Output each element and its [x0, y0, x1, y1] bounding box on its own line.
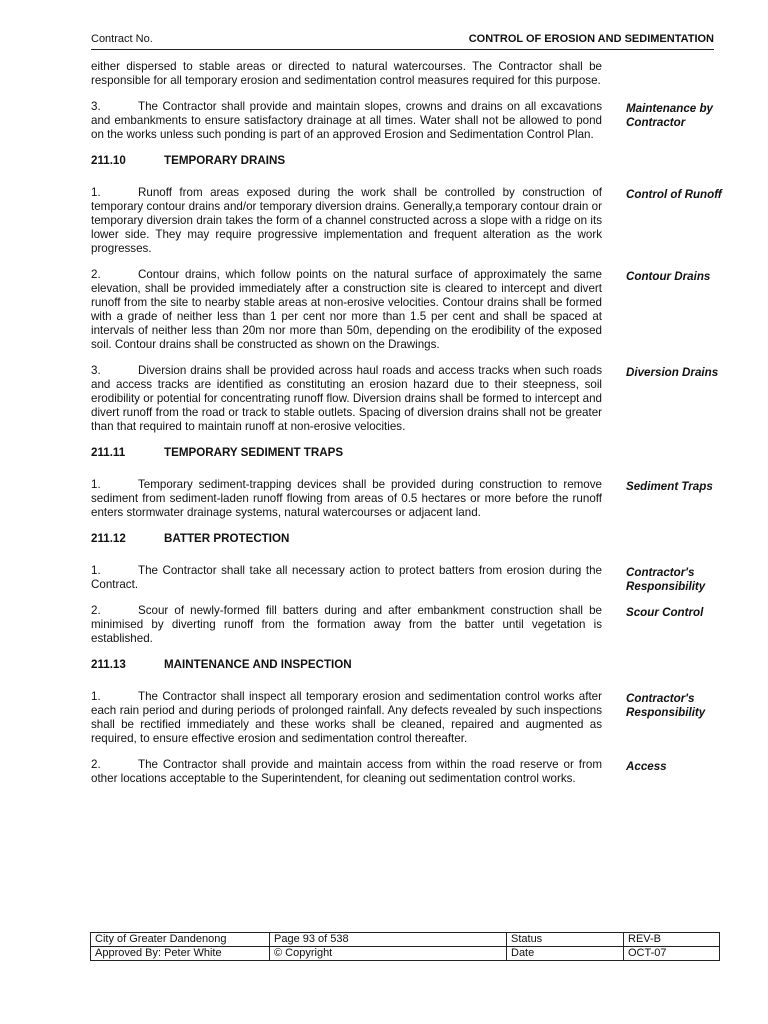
status-label-cell: Status — [507, 933, 624, 947]
margin-note: Sediment Traps — [626, 480, 713, 493]
section-title: MAINTENANCE AND INSPECTION — [164, 658, 352, 671]
clause-text-block — [91, 564, 602, 592]
clause-text-block — [91, 690, 602, 746]
margin-note: Scour Control — [626, 606, 704, 619]
margin-note: Control of Runoff — [626, 188, 722, 201]
page-number-cell: Page 93 of 538 — [270, 933, 507, 947]
section-number: 211.13 — [91, 658, 126, 671]
status-value-cell: REV-B — [624, 933, 720, 947]
margin-note: Contractor's Responsibility — [626, 566, 706, 593]
section-title: BATTER PROTECTION — [164, 532, 290, 545]
clause-text: Scour of newly-formed fill batters during and after embankment construction shall be minimised by diverting runoff from the formation away from the batter until vegetation is established. — [91, 604, 602, 645]
section-number: 211.12 — [91, 532, 126, 545]
footer-row — [91, 933, 720, 947]
margin-note: Maintenance by Contractor — [626, 102, 713, 129]
section-heading — [91, 532, 714, 546]
clause-text-block — [91, 268, 602, 352]
clause-text: Runoff from areas exposed during the work shall be controlled by construction of temporary contour drains and/or temporary diversion drains. Generally,a temporary contour drain or temporary diversion drain takes the form of a channel constructed across a slope with a ridge on its lower side. They may require progressive implementation and frequent alteration as the work progresses. — [91, 186, 602, 255]
clause-number: 3. — [91, 100, 101, 113]
clause-number: 2. — [91, 268, 101, 281]
clause-paragraph — [91, 478, 714, 520]
clause-number: 1. — [91, 690, 101, 703]
section-heading — [91, 154, 714, 168]
clause-text-block — [91, 186, 602, 256]
clause-text: The Contractor shall inspect all temporary erosion and sedimentation control works after each rain period and during periods of prolonged rainfall. Any defects revealed by such inspections shall be rectified immediately and these works shall be cleaned, repaired and augmented as required, to ensure effective erosion and sedimentation control thereafter. — [91, 690, 602, 745]
copyright-cell: © Copyright — [270, 947, 507, 961]
footer-row — [91, 947, 720, 961]
footer-table — [90, 932, 720, 961]
council-name-cell: City of Greater Dandenong — [91, 933, 270, 947]
clause-paragraph — [91, 268, 714, 352]
clause-text: either dispersed to stable areas or directed to natural watercourses. The Contractor shall be responsible for all temporary erosion and sedimentation control measures required for this purpose. — [91, 60, 602, 87]
clause-text: Contour drains, which follow points on the natural surface of approximately the same elevation, shall be provided immediately after a construction site is cleared to intercept and divert runoff from the site to nearby stable areas at non-erosive velocities. Contour drains shall be formed with a grade of neither less than 1 per cent nor more than 1.5 per cent and shall be spaced at intervals of neither less than 20m nor more than 50m, depending on the erodibility of the exposed soil. Contour drains shall be constructed as shown on the Drawings. — [91, 268, 602, 351]
clause-text: Diversion drains shall be provided across haul roads and access tracks when such roads and access tracks are identified as constituting an erosion hazard due to their steepness, soil erodibility or potential for concentrating runoff flow. Diversion drains shall be formed to intercept and divert runoff from the road or track to stable outlets. Spacing of diversion drains shall not be greater than that required to maintain runoff at non-erosive velocities. — [91, 364, 602, 433]
clause-paragraph — [91, 60, 714, 88]
clause-text: The Contractor shall provide and maintain access from within the road reserve or from other locations acceptable to the Superintendent, for cleaning out sedimentation control works. — [91, 758, 602, 785]
section-heading — [91, 446, 714, 460]
clause-text-block — [91, 758, 602, 786]
clause-number: 2. — [91, 604, 101, 617]
clause-text-block — [91, 60, 602, 88]
approved-by-cell: Approved By: Peter White — [91, 947, 270, 961]
margin-note: Contractor's Responsibility — [626, 692, 706, 719]
contract-no-label: Contract No. — [91, 33, 153, 45]
document-title: CONTROL OF EROSION AND SEDIMENTATION — [468, 33, 714, 45]
section-title: TEMPORARY SEDIMENT TRAPS — [164, 446, 344, 459]
section-number: 211.11 — [91, 446, 126, 459]
section-title: TEMPORARY DRAINS — [164, 154, 286, 167]
clause-text-block — [91, 364, 602, 434]
clause-paragraph — [91, 186, 722, 256]
clause-number: 3. — [91, 364, 101, 377]
clause-paragraph — [91, 690, 714, 746]
clause-text: The Contractor shall provide and maintain slopes, crowns and drains on all excavations and embankments to ensure satisfactory drainage at all times. Water shall not be allowed to pond on the works unless such ponding is part of an approved Erosion and Sedimentation Control Plan. — [91, 100, 602, 141]
clause-paragraph — [91, 604, 714, 646]
date-label-cell: Date — [507, 947, 624, 961]
clause-number: 1. — [91, 564, 101, 577]
margin-note: Diversion Drains — [626, 366, 719, 379]
clause-number: 1. — [91, 186, 101, 199]
margin-note: Access — [626, 760, 667, 773]
clause-number: 1. — [91, 478, 101, 491]
clause-paragraph — [91, 564, 714, 592]
document-body — [91, 60, 722, 798]
page-header — [91, 33, 714, 50]
clause-text-block — [91, 100, 602, 142]
date-value-cell: OCT-07 — [624, 947, 720, 961]
margin-note: Contour Drains — [626, 270, 711, 283]
clause-number: 2. — [91, 758, 101, 771]
clause-text: The Contractor shall take all necessary action to protect batters from erosion during the Contract. — [91, 564, 602, 591]
clause-paragraph — [91, 758, 714, 786]
clause-text-block — [91, 478, 602, 520]
clause-paragraph — [91, 364, 719, 434]
clause-text: Temporary sediment-trapping devices shall be provided during construction to remove sediment from sediment-laden runoff flowing from areas of 0.5 hectares or more before the runoff enters stormwater drainage systems, natural watercourses or adjacent land. — [91, 478, 602, 519]
clause-text-block — [91, 604, 602, 646]
section-heading — [91, 658, 714, 672]
section-number: 211.10 — [91, 154, 126, 167]
clause-paragraph — [91, 100, 714, 142]
